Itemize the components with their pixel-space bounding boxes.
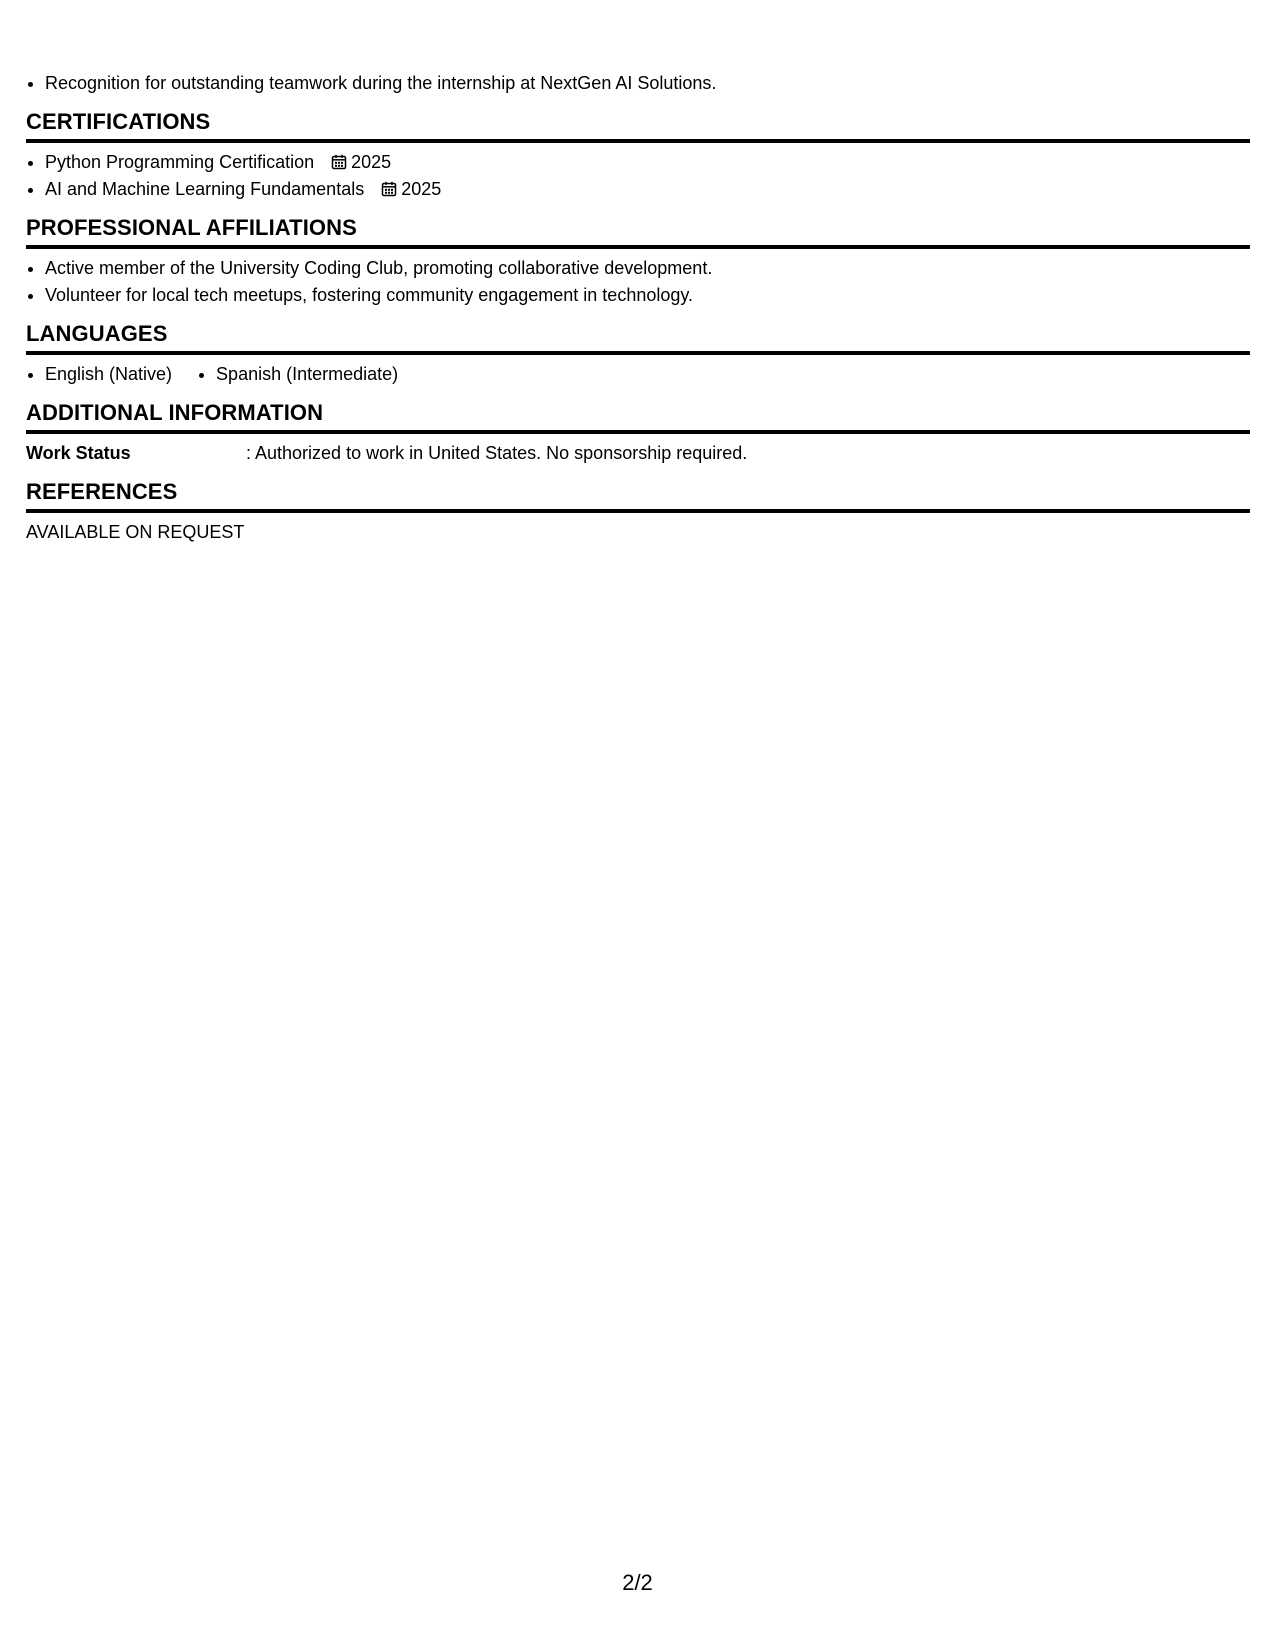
section-title-references: REFERENCES (26, 479, 1250, 513)
section-title-additional-info: ADDITIONAL INFORMATION (26, 400, 1250, 434)
languages-section (26, 321, 1250, 388)
list-item: • Volunteer for local tech meetups, fostering community engagement in technology. (45, 282, 1250, 309)
additional-info-section (26, 400, 1250, 467)
calendar-icon (331, 154, 347, 170)
certifications-section (26, 109, 1250, 203)
certifications-list (26, 149, 1250, 203)
calendar-icon (381, 181, 397, 197)
list-item: • Recognition for outstanding teamwork during the internship at NextGen AI Solutions. (45, 70, 1250, 97)
affiliations-list (26, 255, 1250, 309)
work-status-row (26, 440, 1250, 467)
certification-name: AI and Machine Learning Fundamentals (45, 179, 365, 199)
references-text: AVAILABLE ON REQUEST (26, 522, 245, 542)
certification-name: Python Programming Certification (45, 152, 315, 172)
list-item (45, 149, 1250, 176)
work-status-label: Work Status (26, 443, 131, 463)
resume-page (26, 70, 1250, 546)
section-title-certifications: CERTIFICATIONS (26, 109, 1250, 143)
list-item: • Spanish (Intermediate) (216, 361, 398, 388)
awards-list (26, 70, 1250, 97)
references-section (26, 479, 1250, 546)
work-status-value: : Authorized to work in United States. No sponsorship required. (246, 443, 748, 463)
certification-year: 2025 (351, 152, 392, 172)
page-number: 2/2 (622, 1570, 653, 1595)
list-item (45, 176, 1250, 203)
affiliations-section (26, 215, 1250, 309)
section-title-languages: LANGUAGES (26, 321, 1250, 355)
list-item: • Active member of the University Coding Club, promoting collaborative development. (45, 255, 1250, 282)
list-item: • English (Native) (45, 361, 172, 388)
certification-year: 2025 (401, 179, 442, 199)
section-title-affiliations: PROFESSIONAL AFFILIATIONS (26, 215, 1250, 249)
languages-list (26, 361, 1250, 388)
